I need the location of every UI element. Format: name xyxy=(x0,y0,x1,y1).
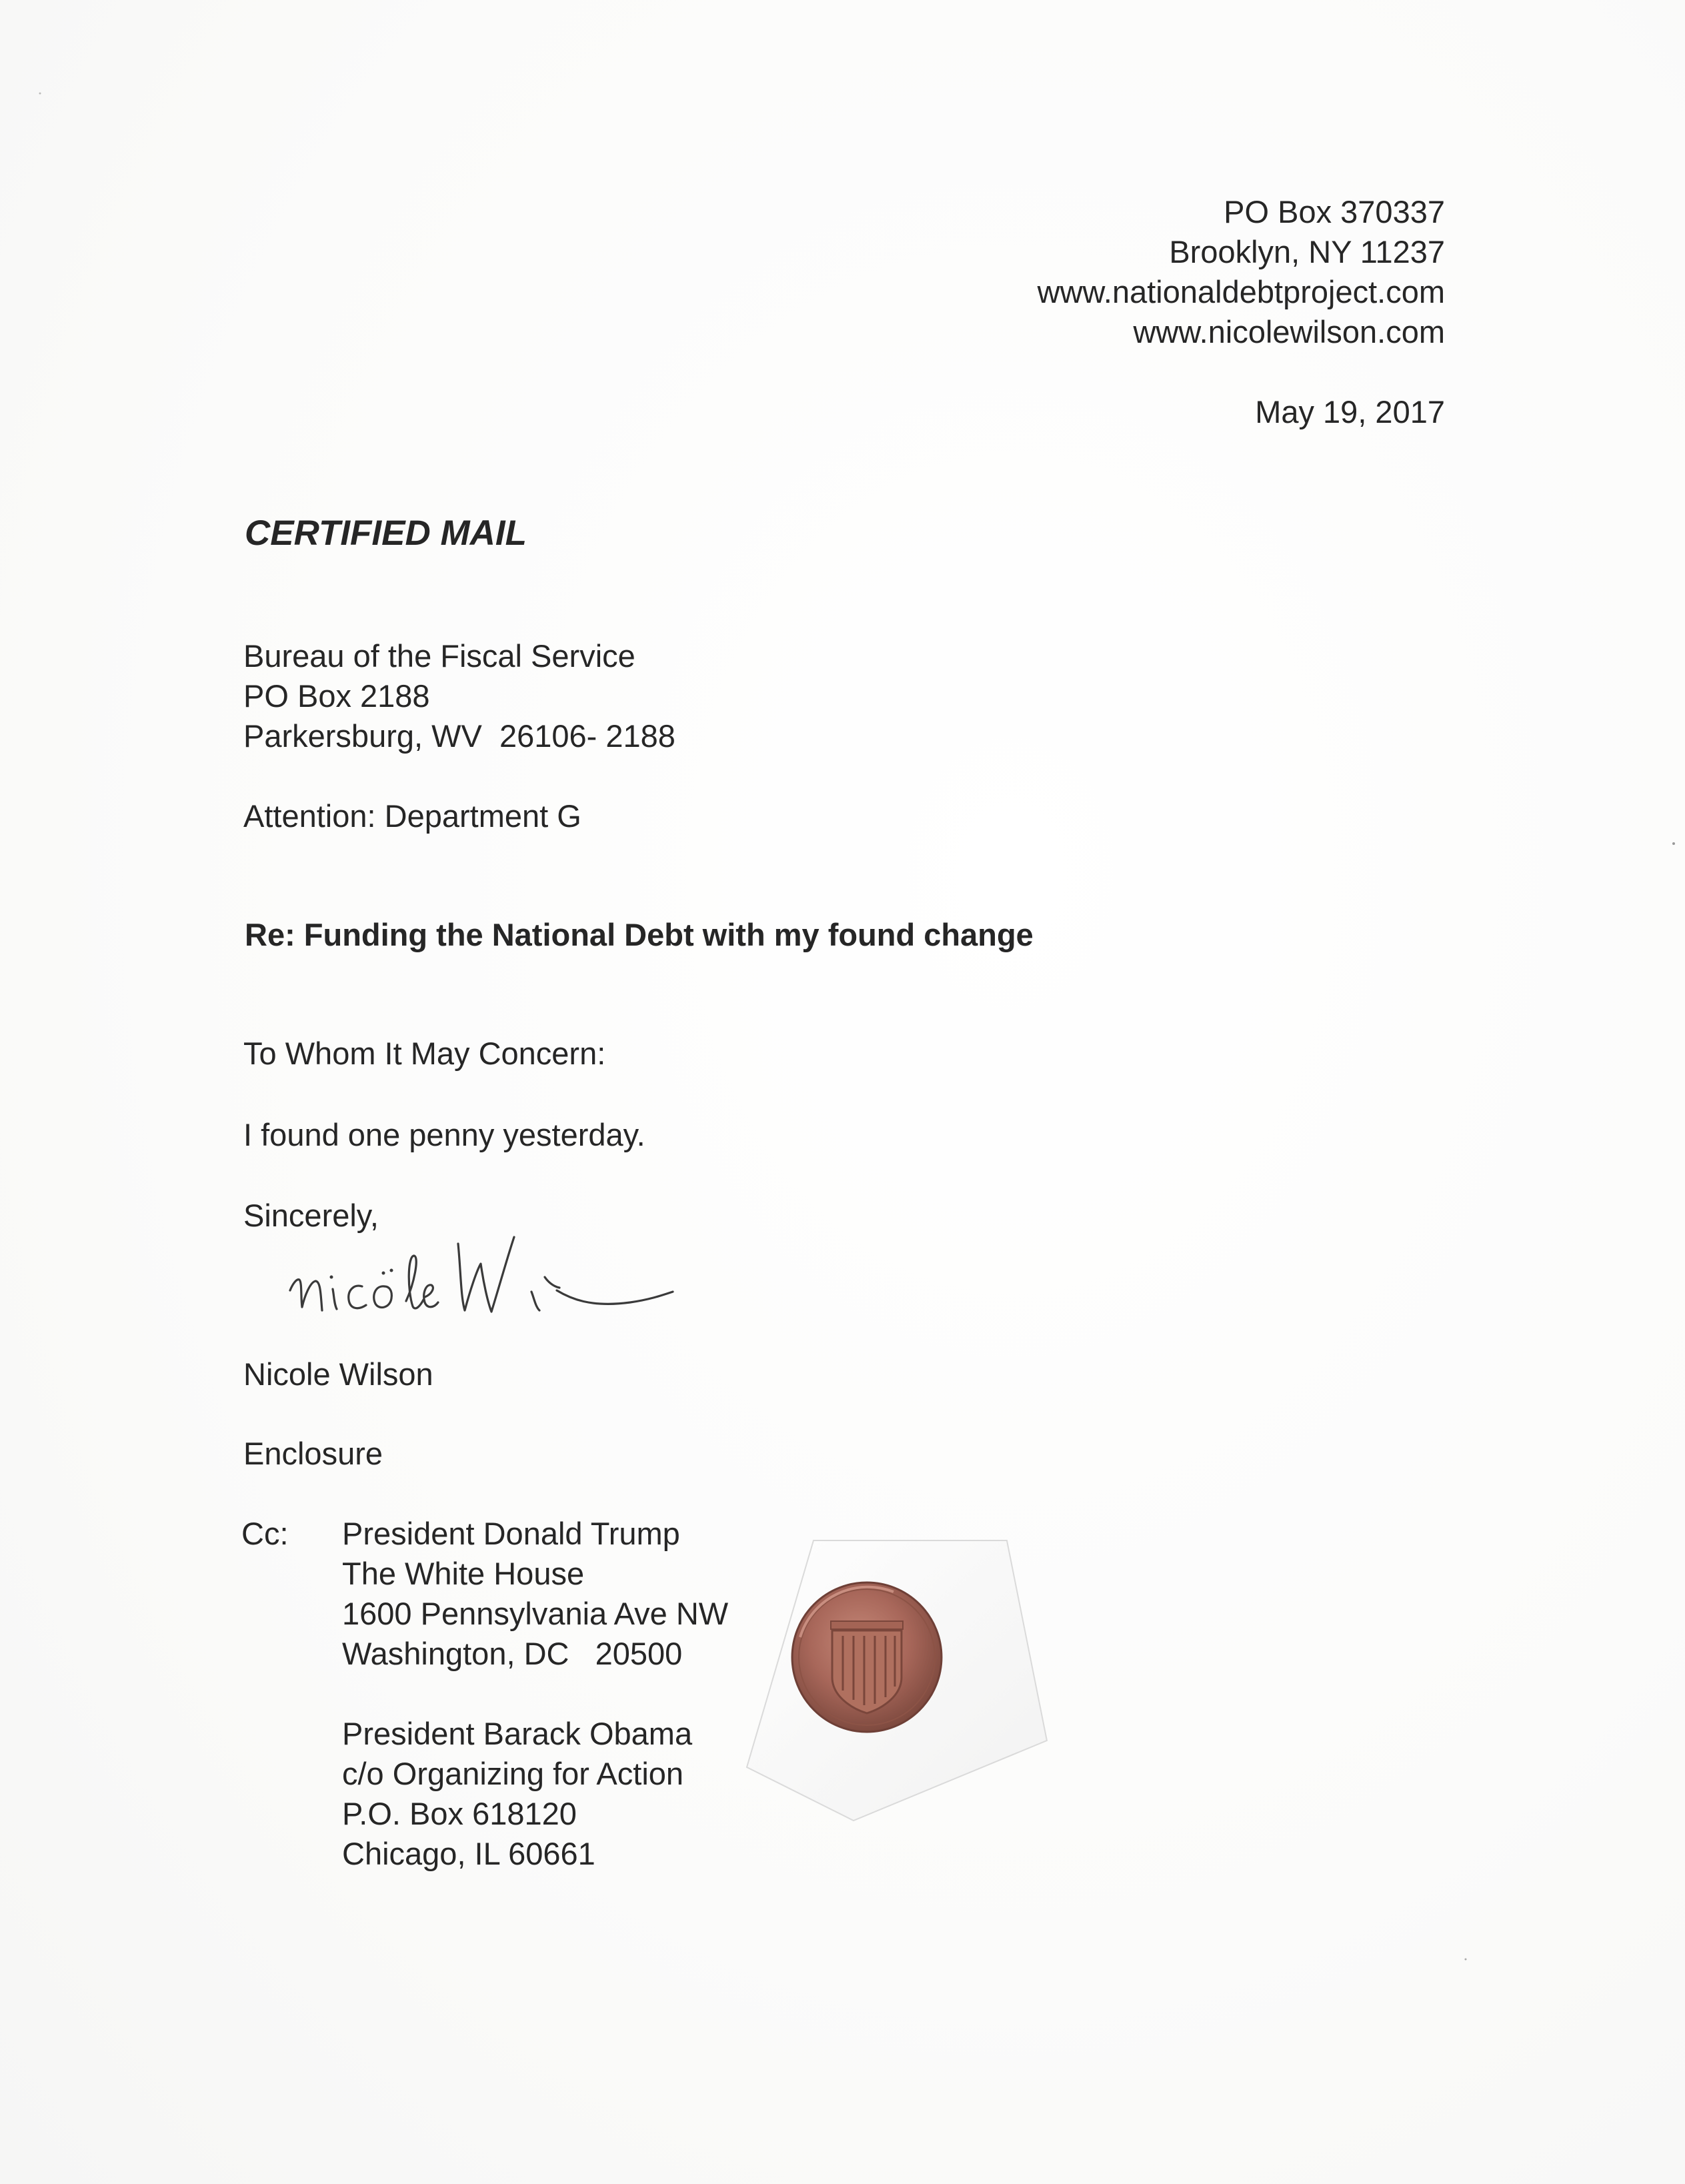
cc-label: Cc: xyxy=(241,1516,289,1551)
cc-line: The White House xyxy=(342,1556,585,1591)
salutation-text: To Whom It May Concern: xyxy=(243,1036,606,1071)
cc-line: President Barack Obama xyxy=(342,1716,693,1751)
letter-date: May 19, 2017 xyxy=(1255,394,1445,429)
cc-line: Washington, DC 20500 xyxy=(342,1636,683,1671)
certified-mail-heading: CERTIFIED MAIL xyxy=(245,513,527,553)
closing-text: Sincerely, xyxy=(243,1198,379,1233)
recipient-line: Parkersburg, WV 26106- 2188 xyxy=(243,718,675,754)
signer-name-text: Nicole Wilson xyxy=(243,1356,433,1392)
subject-line: Re: Funding the National Debt with my found change xyxy=(245,917,1034,952)
body-text: I found one penny yesterday. xyxy=(243,1117,645,1152)
recipient-line: Bureau of the Fiscal Service xyxy=(243,638,635,674)
sender-website-link[interactable]: www.nicolewilson.com xyxy=(1133,314,1445,349)
sender-website-link[interactable]: www.nationaldebtproject.com xyxy=(1037,274,1445,309)
cc-line: Chicago, IL 60661 xyxy=(342,1836,595,1871)
cc-line: c/o Organizing for Action xyxy=(342,1756,684,1791)
attention-text: Attention: Department G xyxy=(243,798,581,834)
sender-line: Brooklyn, NY 11237 xyxy=(1169,234,1445,269)
cc-line: 1600 Pennsylvania Ave NW xyxy=(342,1596,729,1631)
recipient-line: PO Box 2188 xyxy=(243,678,430,714)
cc-line: President Donald Trump xyxy=(342,1516,680,1551)
sender-line: PO Box 370337 xyxy=(1224,194,1445,229)
enclosure-text: Enclosure xyxy=(243,1436,383,1471)
cc-line: P.O. Box 618120 xyxy=(342,1796,577,1831)
